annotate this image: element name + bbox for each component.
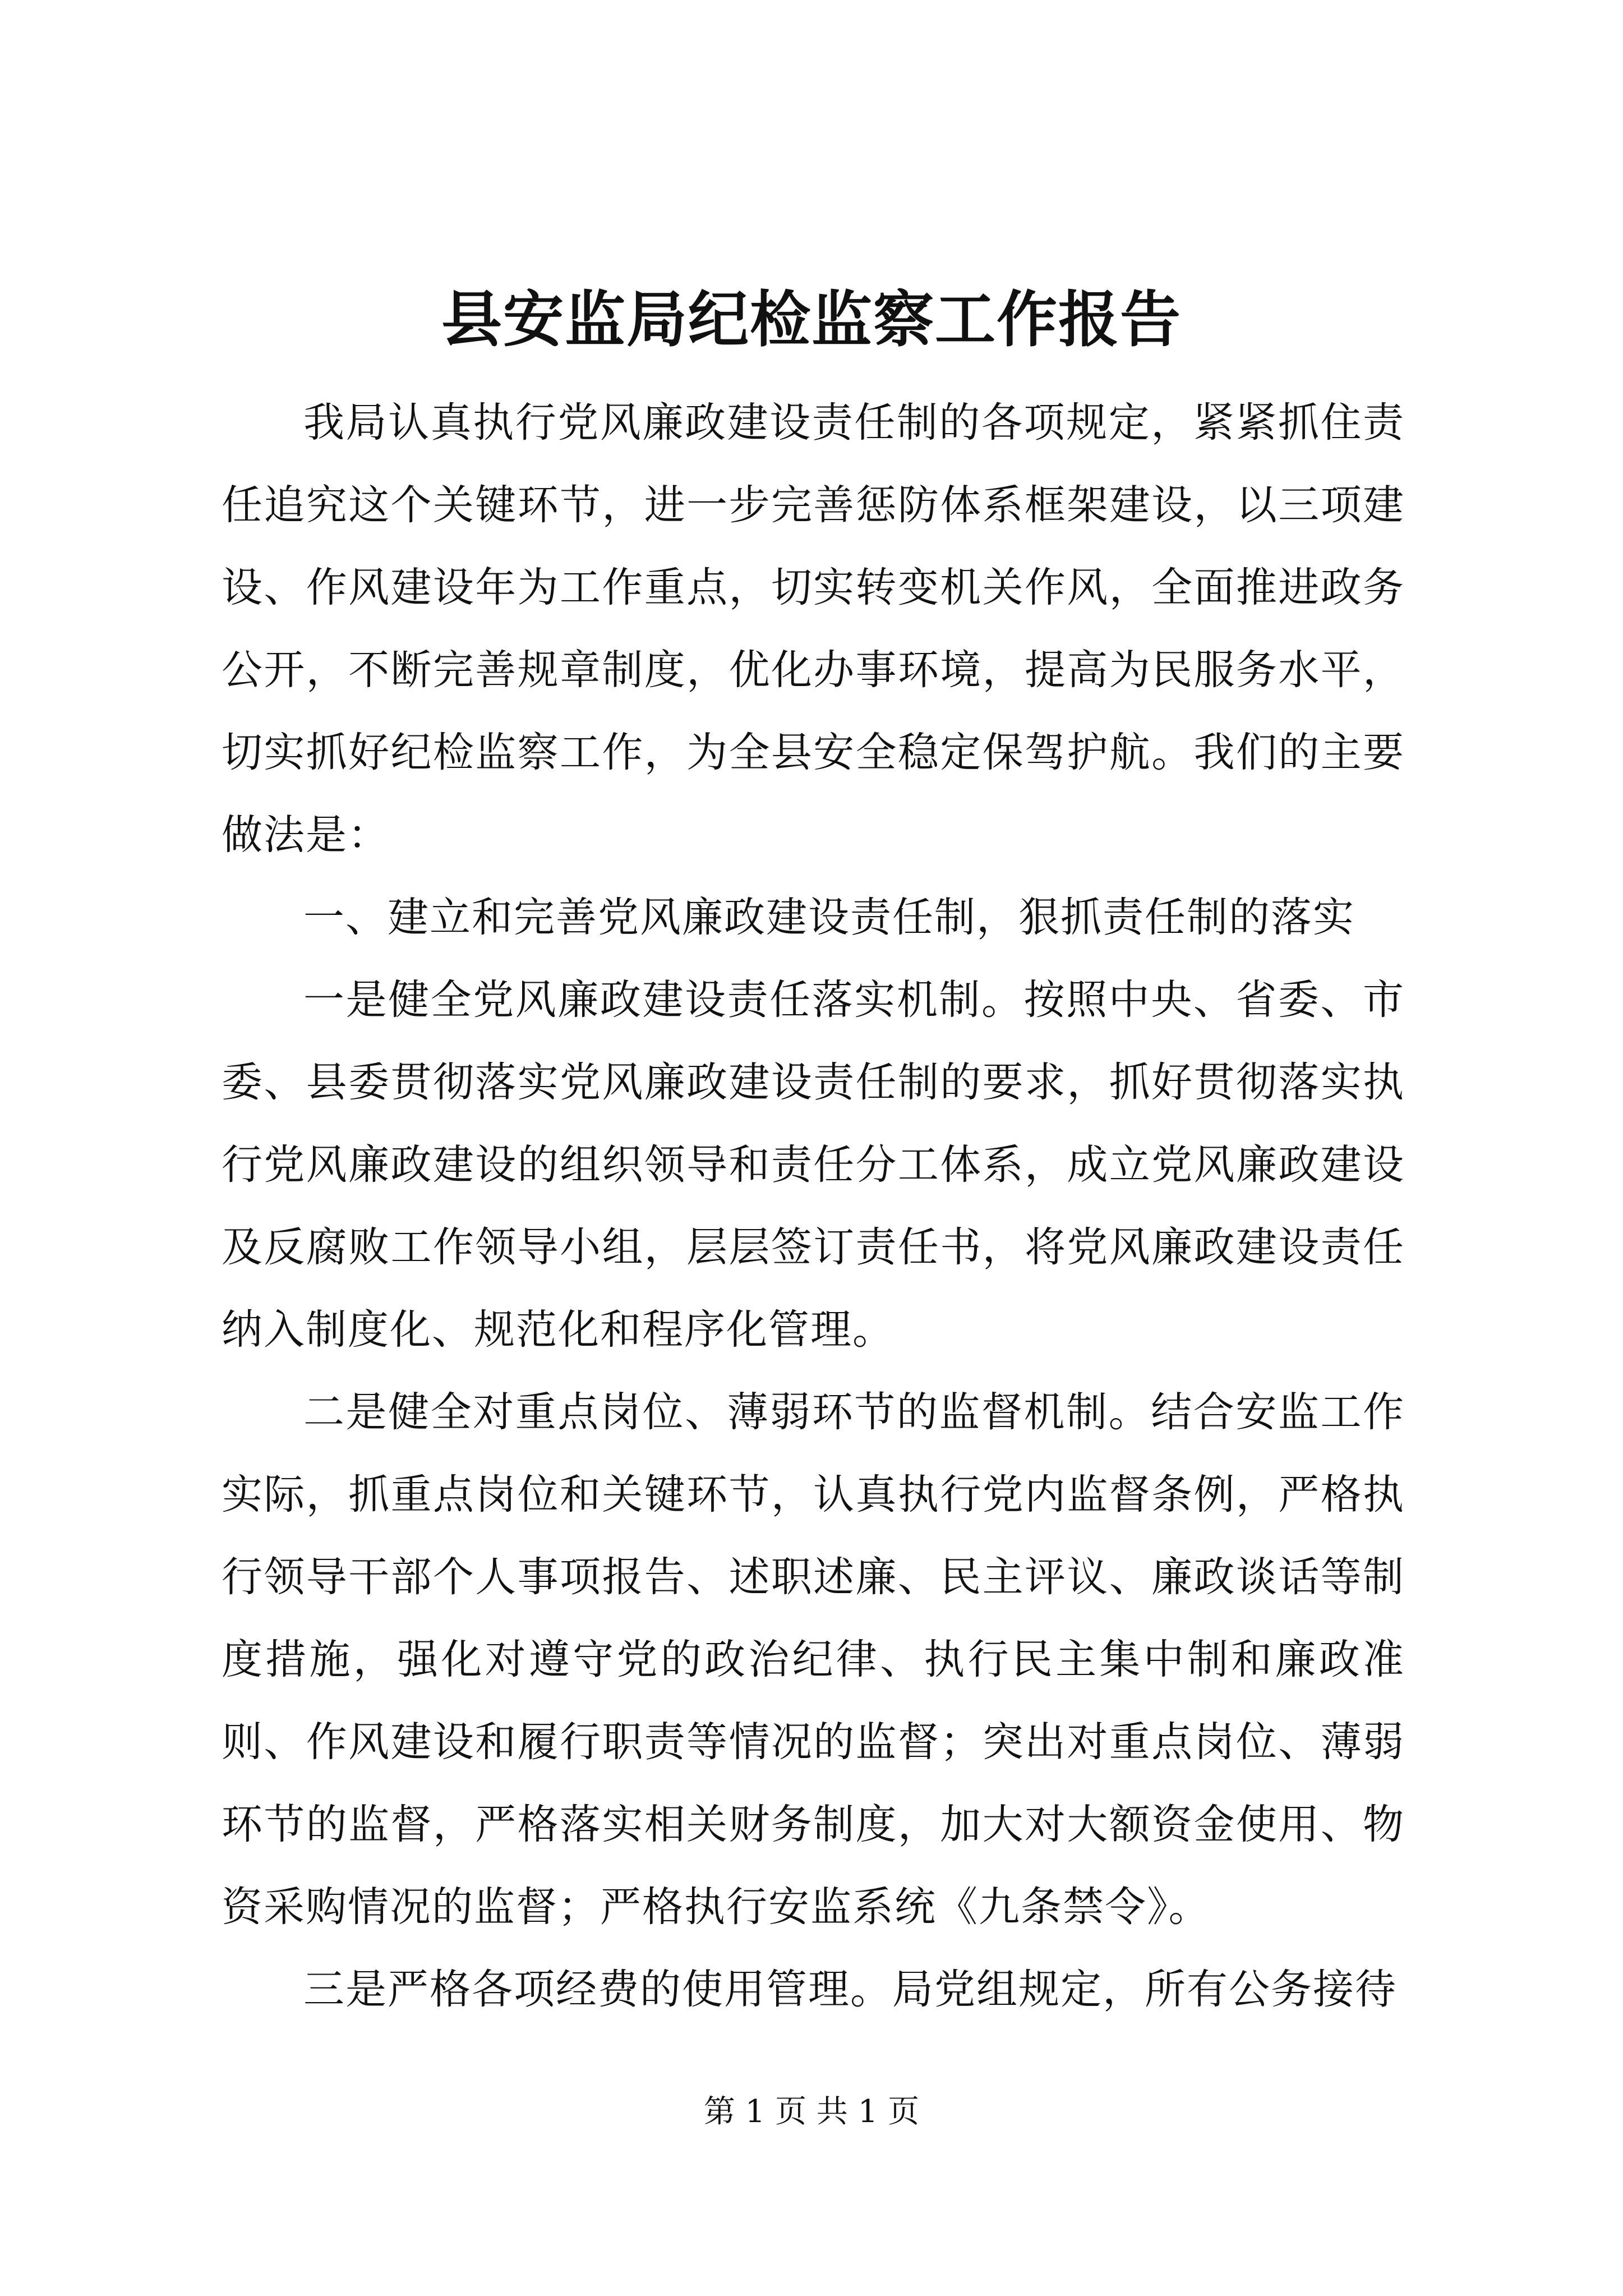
body-paragraph-1: 一是健全党风廉政建设责任落实机制。按照中央、省委、市委、县委贯彻落实党风廉政建设责任制的要求，抓好贯彻落实执行党风廉政建设的组织领导和责任分工体系，成立党风廉政建设及反腐败工作领导小组，层层签订责任书，将党风廉政建设责任纳入制度化、规范化和程序化管理。 [222, 976, 1405, 1354]
section-heading: 一、建立和完善党风廉政建设责任制，狠抓责任制的落实 [303, 894, 1355, 941]
body-paragraph-2: 二是健全对重点岗位、薄弱环节的监督机制。结合安监工作实际，抓重点岗位和关键环节，认真执行党内监督条例，严格执行领导干部个人事项报告、述职述廉、民主评议、廉政谈话等制度措施，强化对遵守党的政治纪律、执行民主集中制和廉政准则、作风建设和履行职责等情况的监督；突出对重点岗位、薄弱环节的监督，严格落实相关财务制度，加大对大额资金使用、物资采购情况的监督；严格执行安监系统《九条禁令》。 [222, 1388, 1405, 1931]
body-paragraph-3: 三是严格各项经费的使用管理。局党组规定，所有公务接待 [303, 1966, 1397, 2013]
page-footer: 第 1 页 共 1 页 [703, 2093, 920, 2130]
document-title: 县安监局纪检监察工作报告 [441, 284, 1182, 355]
intro-paragraph: 我局认真执行党风廉政建设责任制的各项规定，紧紧抓住责任追究这个关键环节，进一步完善惩防体系框架建设，以三项建设、作风建设年为工作重点，切实转变机关作风，全面推进政务公开，不断完善规章制度，优化办事环境，提高为民服务水平，切实抓好纪检监察工作，为全县安全稳定保驾护航。我们的主要做法是： [222, 399, 1405, 859]
document-body [222, 381, 1405, 2031]
